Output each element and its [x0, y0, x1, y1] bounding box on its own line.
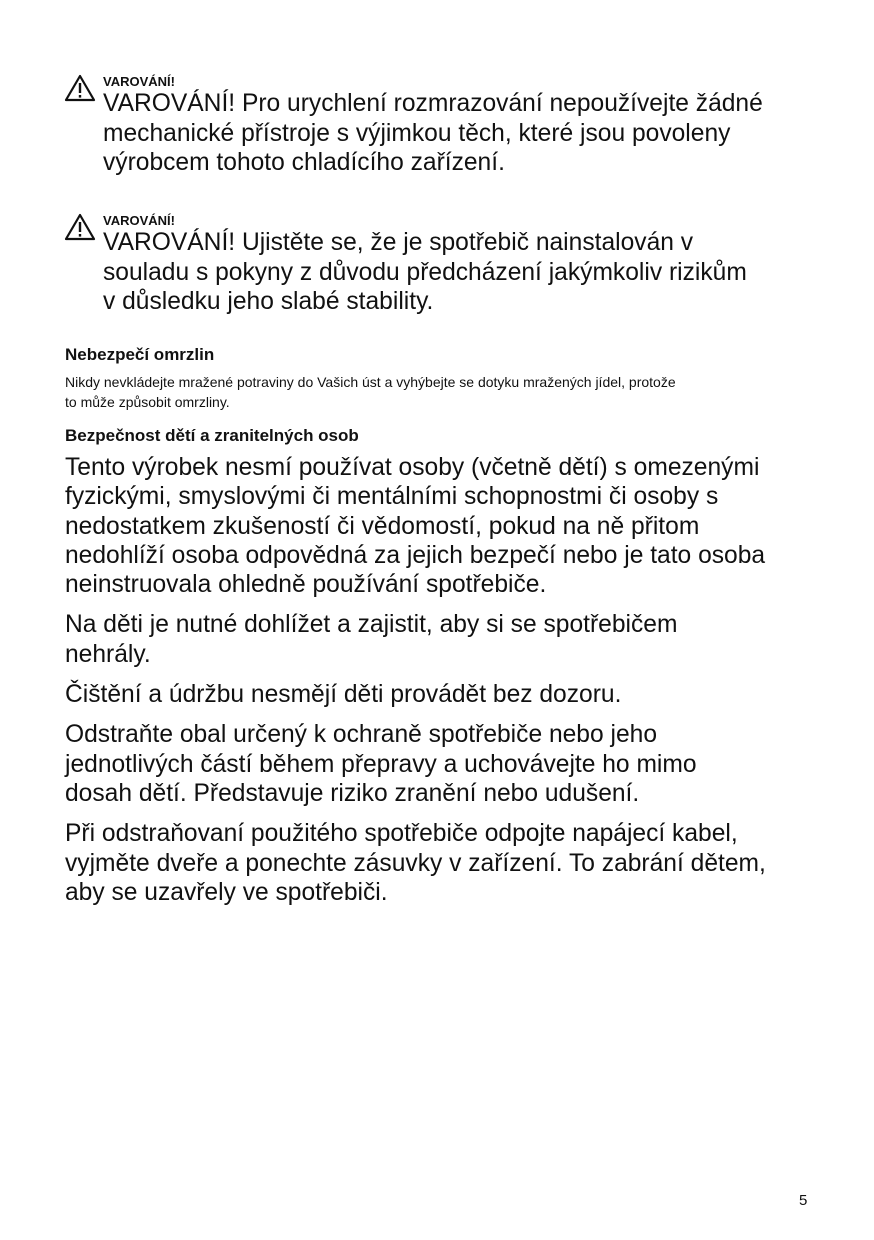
paragraph-2 — [65, 610, 825, 669]
children-safety-heading: Bezpečnost dětí a zranitelných osob — [65, 426, 359, 445]
warning-text-line: v důsledku jeho slabé stability. — [103, 288, 434, 315]
warning-label: VAROVÁNÍ! — [103, 74, 175, 89]
frostbite-text-line: Nikdy nevkládejte mražené potraviny do Vašich úst a vyhýbejte se dotyku mražených jídel, protože — [65, 374, 676, 390]
warning-text — [103, 89, 823, 178]
paragraph-line: Tento výrobek nesmí používat osoby (včetně dětí) s omezenými — [65, 454, 760, 481]
frostbite-text — [65, 372, 825, 412]
frostbite-section — [65, 345, 825, 412]
paragraph-line: jednotlivých částí během přepravy a uchovávejte ho mimo — [65, 750, 697, 778]
warning-text-line: VAROVÁNÍ! Ujistěte se, že je spotřebič nainstalován v — [103, 229, 694, 256]
warning-text-line: mechanické přístroje s výjimkou těch, které jsou povoleny — [103, 119, 731, 147]
paragraph-line: nedostatkem zkušeností či vědomostí, pokud na ně přitom — [65, 512, 700, 540]
paragraph-line: nehrály. — [65, 640, 151, 668]
paragraph-line: vyjměte dveře a ponechte zásuvky v zařízení. To zabrání dětem, — [65, 849, 766, 877]
page-number: 5 — [799, 1192, 808, 1209]
paragraph-line: aby se uzavřely ve spotřebiči. — [65, 878, 388, 906]
children-safety-section — [65, 426, 825, 907]
paragraph-line: Při odstraňovaní použitého spotřebiče odpojte napájecí kabel, — [65, 820, 738, 848]
warning-triangle-icon — [64, 74, 96, 102]
warning-text-line: výrobcem tohoto chladícího zařízení. — [103, 149, 505, 176]
paragraph-line: dosah dětí. Představuje riziko zranění nebo udušení. — [65, 779, 640, 807]
paragraph-line: nedohlíží osoba odpovědná za jejich bezpečí nebo je tato osoba — [65, 541, 766, 569]
paragraph-1 — [65, 453, 825, 599]
paragraph-3 — [65, 680, 825, 709]
warning-text-line: souladu s pokyny z důvodu předcházení jakýmkoliv rizikům — [103, 258, 747, 286]
frostbite-text-line: to může způsobit omrzliny. — [65, 394, 230, 410]
paragraph-line: Na děti je nutné dohlížet a zajistit, aby si se spotřebičem — [65, 611, 678, 639]
paragraph-line: Odstraňte obal určený k ochraně spotřebiče nebo jeho — [65, 721, 657, 749]
paragraph-line: neinstruovala ohledně používání spotřebiče. — [65, 571, 547, 599]
paragraph-line: Čištění a údržbu nesmějí děti provádět bez dozoru. — [65, 681, 622, 709]
warning-text — [103, 228, 823, 317]
warning-text-line: VAROVÁNÍ! Pro urychlení rozmrazování nepoužívejte žádné — [103, 90, 763, 117]
warning-label: VAROVÁNÍ! — [103, 213, 175, 228]
paragraph-4 — [65, 720, 825, 808]
paragraph-5 — [65, 819, 825, 907]
frostbite-heading: Nebezpečí omrzlin — [65, 345, 215, 364]
paragraph-line: fyzickými, smyslovými či mentálními schopnostmi či osoby s — [65, 483, 719, 511]
warning-triangle-icon — [64, 213, 96, 241]
